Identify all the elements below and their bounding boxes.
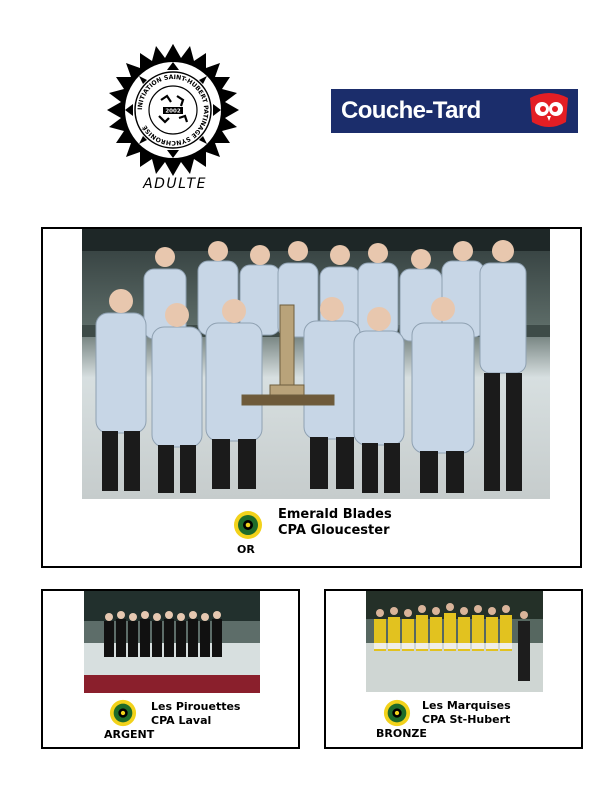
- team-name: Les Pirouettes: [151, 700, 241, 713]
- team-info: [151, 700, 240, 728]
- club-name: CPA Laval: [151, 713, 212, 727]
- medal-rank: ARGENT: [104, 728, 155, 741]
- gold-result-panel: [41, 227, 582, 568]
- sponsor-name: Couche-Tard: [341, 97, 481, 124]
- medal-icon: [383, 699, 411, 727]
- skating-logo: [107, 44, 239, 176]
- medal-rank: BRONZE: [376, 727, 427, 740]
- club-name: CPA St-Hubert: [422, 712, 511, 726]
- logo-center-text: 2002: [165, 108, 181, 115]
- medal-icon: [109, 699, 137, 727]
- club-name: CPA Gloucester: [278, 523, 390, 539]
- team-info: [422, 699, 511, 727]
- bronze-result-panel: [324, 589, 583, 749]
- owl-icon: [526, 92, 572, 130]
- team-photo-silver: [84, 591, 260, 693]
- logo-ring-text: INITIATION SAINT-HUBERT PATINAGE SYNCHRONISÉ: [136, 73, 210, 147]
- team-info: [278, 507, 392, 540]
- medal-icon: [233, 510, 263, 540]
- category-title: ADULTE: [143, 176, 207, 192]
- medal-rank: OR: [237, 543, 255, 556]
- team-name: Les Marquises: [422, 699, 511, 712]
- silver-result-panel: [41, 589, 300, 749]
- team-photo-gold: [82, 229, 550, 499]
- team-name: Emerald Blades: [278, 507, 392, 522]
- sponsor-logo: [331, 89, 578, 133]
- team-photo-bronze: [366, 591, 543, 692]
